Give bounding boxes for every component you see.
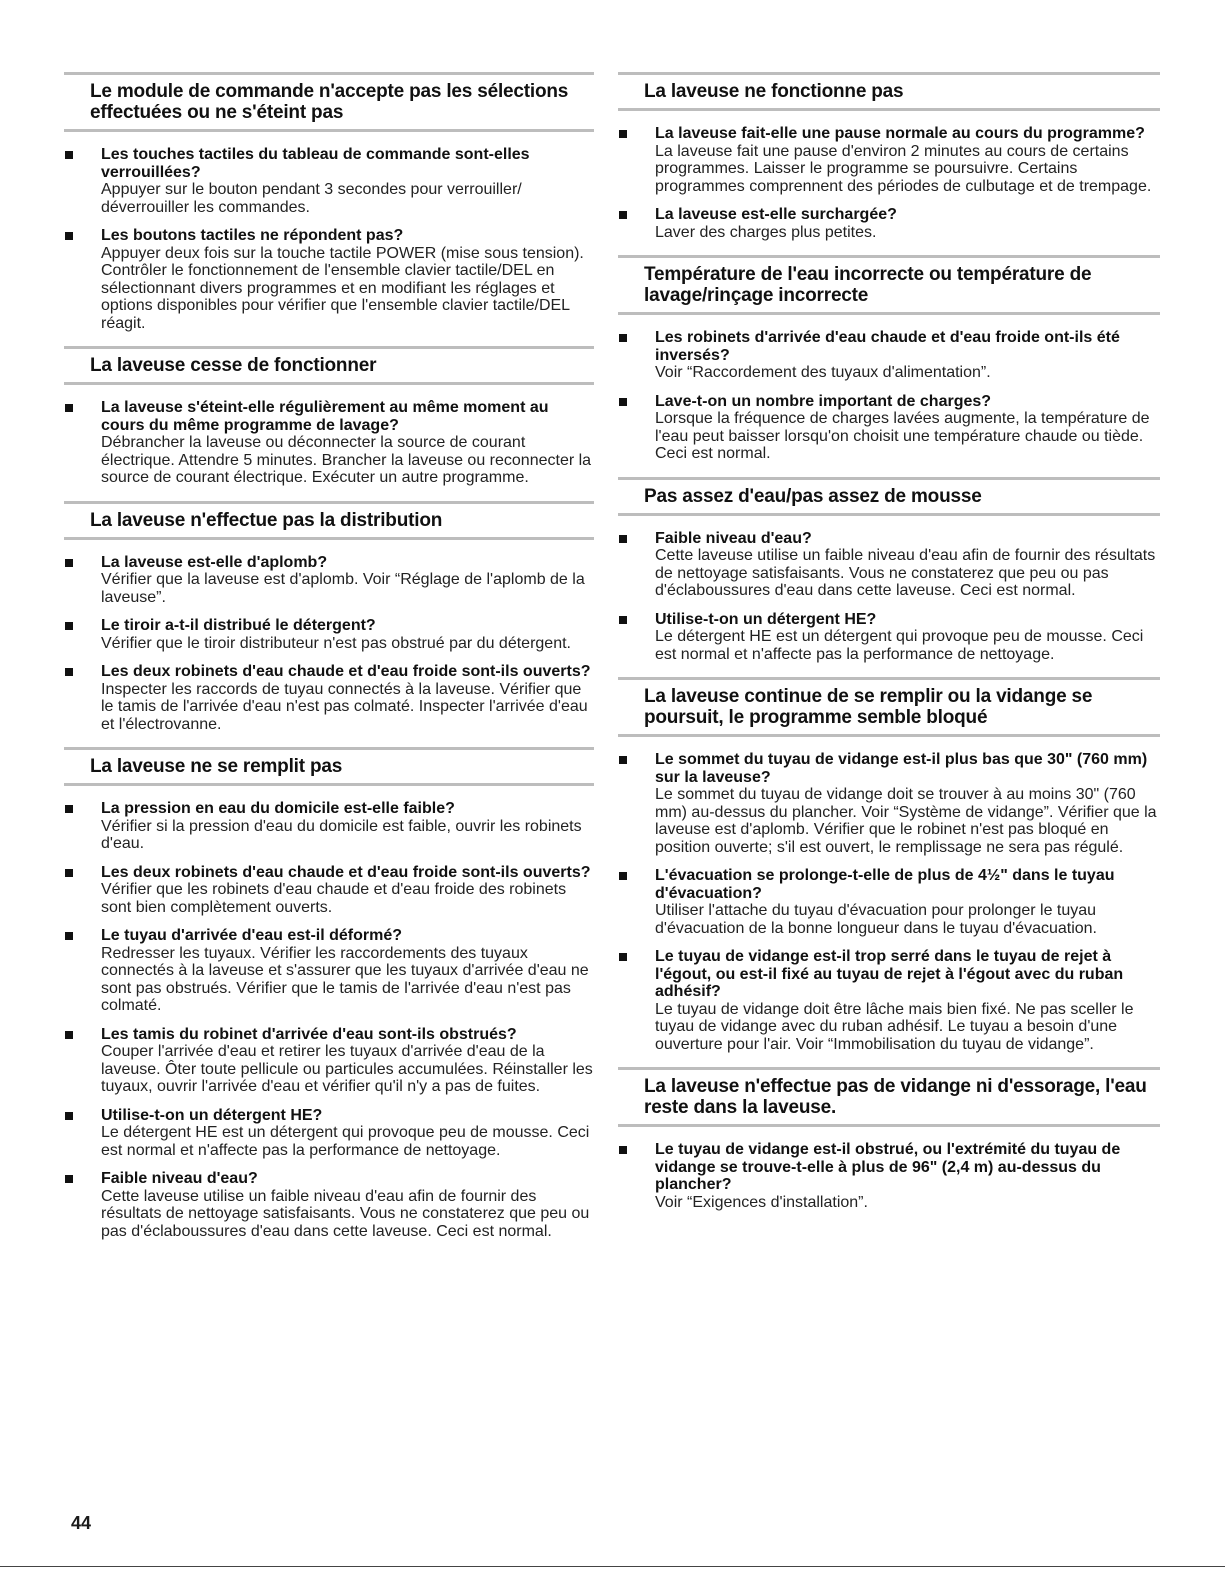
- square-bullet-icon: [619, 211, 627, 219]
- question-text: Le tiroir a-t-il distribué le détergent?: [101, 617, 376, 634]
- answer-text: Voir “Raccordement des tuyaux d'alimentation”.: [655, 364, 991, 381]
- square-bullet-icon: [619, 953, 627, 961]
- section-title: La laveuse ne se remplit pas: [64, 747, 594, 786]
- list-item: [618, 867, 1160, 937]
- section-title: La laveuse n'effectue pas la distribution: [64, 501, 594, 540]
- question-text: Les deux robinets d'eau chaude et d'eau froide sont-ils ouverts?: [101, 863, 591, 881]
- section-title: La laveuse ne fonctionne pas: [618, 72, 1160, 111]
- square-bullet-icon: [65, 805, 73, 813]
- item-list: [64, 399, 594, 487]
- question-text: L'évacuation se prolonge-t-elle de plus de 4½" dans le tuyau d'évacuation?: [655, 867, 1115, 902]
- square-bullet-icon: [619, 398, 627, 406]
- list-item: [64, 663, 594, 733]
- square-bullet-icon: [65, 1031, 73, 1039]
- left-column: [64, 72, 594, 1254]
- list-item: [618, 530, 1160, 600]
- question-text: Le tuyau d'arrivée d'eau est-il déformé?: [101, 927, 403, 944]
- answer-text: Cette laveuse utilise un faible niveau d'eau afin de fournir des résultats de nettoyage satisfaisants. Vous ne constaterez que peu ou pas d'éclaboussures d'eau dans cette laveuse. Ceci est normal.: [101, 1187, 590, 1240]
- list-item: [64, 554, 594, 607]
- square-bullet-icon: [65, 932, 73, 940]
- item-list: [618, 530, 1160, 664]
- item-list: [64, 800, 594, 1240]
- list-item: [64, 146, 594, 216]
- section-title: La laveuse continue de se remplir ou la vidange se poursuit, le programme semble bloqué: [618, 677, 1160, 737]
- question-text: La laveuse est-elle surchargée?: [655, 206, 897, 223]
- item-list: [64, 554, 594, 734]
- square-bullet-icon: [65, 869, 73, 877]
- answer-text: Utiliser l'attache du tuyau d'évacuation pour prolonger le tuyau d'évacuation de la bonne longueur dans le tuyau d'évacuation.: [655, 902, 1097, 937]
- question-text: Utilise-t-on un détergent HE?: [101, 1106, 323, 1124]
- page-number: 44: [71, 1513, 92, 1533]
- answer-text: Voir “Exigences d'installation”.: [655, 1193, 868, 1211]
- answer-text: Le détergent HE est un détergent qui provoque peu de mousse. Ceci est normal et n'affecte pas la performance de nettoyage.: [655, 628, 1144, 663]
- list-item: [64, 1026, 594, 1096]
- question-text: Les touches tactiles du tableau de commande sont-elles verrouillées?: [101, 146, 530, 181]
- question-text: La laveuse est-elle d'aplomb?: [101, 553, 328, 571]
- troubleshooting-section: [64, 501, 594, 734]
- answer-text: Lorsque la fréquence de charges lavées augmente, la température de l'eau peut baisser lorsqu'on choisit une température chaude ou tiède. Ceci est normal.: [655, 410, 1150, 462]
- square-bullet-icon: [65, 622, 73, 630]
- answer-text: Le détergent HE est un détergent qui provoque peu de mousse. Ceci est normal et n'affecte pas la performance de nettoyage.: [101, 1124, 590, 1159]
- list-item: [618, 206, 1160, 241]
- square-bullet-icon: [619, 334, 627, 342]
- answer-text: Laver des charges plus petites.: [655, 223, 877, 241]
- square-bullet-icon: [65, 404, 73, 412]
- answer-text: Couper l'arrivée d'eau et retirer les tuyaux d'arrivée d'eau de la laveuse. Ôter toute pellicule ou particules accumulées. Réinstaller les tuyaux, ouvrir l'arrivée d'eau et vérifier qu'il n'y a pas de fuites.: [101, 1043, 593, 1095]
- square-bullet-icon: [65, 1112, 73, 1120]
- list-item: [64, 800, 594, 853]
- troubleshooting-section: [618, 255, 1160, 463]
- answer-text: La laveuse fait une pause d'environ 2 minutes au cours de certains programmes. Laisser le programme se poursuivre. Certains programmes comprennent des périodes de culbutage et de trempage.: [655, 142, 1152, 195]
- question-text: La laveuse s'éteint-elle régulièrement au même moment au cours du même programme de lavage?: [101, 399, 549, 434]
- item-list: [618, 1141, 1160, 1211]
- item-list: [618, 329, 1160, 463]
- square-bullet-icon: [65, 1175, 73, 1183]
- section-title: Pas assez d'eau/pas assez de mousse: [618, 477, 1160, 516]
- troubleshooting-section: [64, 346, 594, 487]
- square-bullet-icon: [619, 535, 627, 543]
- question-text: La pression en eau du domicile est-elle faible?: [101, 800, 455, 817]
- list-item: [64, 927, 594, 1015]
- list-item: [64, 227, 594, 332]
- square-bullet-icon: [65, 151, 73, 159]
- list-item: [618, 329, 1160, 382]
- answer-text: Vérifier que la laveuse est d'aplomb. Voir “Réglage de l'aplomb de la laveuse”.: [101, 571, 585, 606]
- square-bullet-icon: [619, 616, 627, 624]
- list-item: [618, 751, 1160, 856]
- troubleshooting-section: [618, 677, 1160, 1053]
- question-text: Le tuyau de vidange est-il trop serré dans le tuyau de rejet à l'égout, ou est-il fixé au tuyau de rejet à l'égout avec du ruban adhésif?: [655, 948, 1124, 1000]
- question-text: Faible niveau d'eau?: [655, 529, 812, 547]
- troubleshooting-section: [618, 477, 1160, 664]
- question-text: Lave-t-on un nombre important de charges?: [655, 392, 992, 410]
- list-item: [618, 948, 1160, 1053]
- item-list: [64, 146, 594, 332]
- question-text: Le tuyau de vidange est-il obstrué, ou l'extrémité du tuyau de vidange se trouve-t-elle à plus de 96" (2,4 m) au-dessus du plancher?: [655, 1141, 1121, 1193]
- troubleshooting-section: [64, 72, 594, 332]
- answer-text: Le sommet du tuyau de vidange doit se trouver à au moins 30" (760 mm) au-dessus du plancher. Voir “Système de vidange”. Vérifier que la laveuse est d'aplomb. Vérifier que le robinet n'est pas bloqué en position ouverte; s'il est ouvert, le remplissage ne sera pas régulé.: [655, 786, 1157, 856]
- list-item: [64, 1170, 594, 1240]
- list-item: [64, 617, 594, 652]
- answer-text: Appuyer sur le bouton pendant 3 secondes pour verrouiller/ déverrouiller les commandes.: [101, 181, 522, 216]
- square-bullet-icon: [65, 232, 73, 240]
- answer-text: Redresser les tuyaux. Vérifier les raccordements des tuyaux connectés à la laveuse et s'assurer que les tuyaux d'arrivée d'eau ne sont pas obstrués. Vérifier que le tamis de l'arrivée d'eau n'est pas colmaté.: [101, 944, 589, 1014]
- answer-text: Vérifier que les robinets d'eau chaude et d'eau froide des robinets sont bien complètement ouverts.: [101, 881, 567, 916]
- list-item: [64, 864, 594, 917]
- list-item: [618, 393, 1160, 463]
- answer-text: Le tuyau de vidange doit être lâche mais bien fixé. Ne pas sceller le tuyau de vidange avec du ruban adhésif. Le tuyau a besoin d'une ouverture pour l'air. Voir “Immobilisation du tuyau de vidange”.: [655, 1000, 1134, 1053]
- troubleshooting-section: [64, 747, 594, 1240]
- answer-text: Débrancher la laveuse ou déconnecter la source de courant électrique. Attendre 5 minutes. Brancher la laveuse ou reconnecter la source de courant électrique. Exécuter un autre programme.: [101, 434, 592, 486]
- square-bullet-icon: [619, 872, 627, 880]
- answer-text: Inspecter les raccords de tuyau connectés à la laveuse. Vérifier que le tamis de l'arrivée d'eau n'est pas colmaté. Inspecter l'arrivée d'eau et l'électrovanne.: [101, 680, 588, 733]
- question-text: Le sommet du tuyau de vidange est-il plus bas que 30" (760 mm) sur la laveuse?: [655, 751, 1148, 786]
- answer-text: Appuyer deux fois sur la touche tactile POWER (mise sous tension). Contrôler le fonctionnement de l'ensemble clavier tactile/DEL en sélectionnant divers programmes et en modifiant les réglages et options disponibles pour vérifier que l'ensemble clavier tactile/DEL réagit.: [101, 244, 584, 332]
- troubleshooting-section: [618, 1067, 1160, 1211]
- list-item: [64, 1107, 594, 1160]
- question-text: Les robinets d'arrivée d'eau chaude et d'eau froide ont-ils été inversés?: [655, 329, 1120, 364]
- answer-text: Vérifier que le tiroir distributeur n'est pas obstrué par du détergent.: [101, 634, 571, 652]
- right-column: [618, 72, 1160, 1225]
- item-list: [618, 751, 1160, 1053]
- question-text: La laveuse fait-elle une pause normale au cours du programme?: [655, 125, 1145, 142]
- section-title: Le module de commande n'accepte pas les sélections effectuées ou ne s'éteint pas: [64, 72, 594, 132]
- list-item: [618, 611, 1160, 664]
- troubleshooting-section: [618, 72, 1160, 241]
- square-bullet-icon: [619, 1146, 627, 1154]
- section-title: Température de l'eau incorrecte ou température de lavage/rinçage incorrecte: [618, 255, 1160, 315]
- list-item: [618, 125, 1160, 195]
- bottom-rule: [0, 1566, 1225, 1567]
- question-text: Les deux robinets d'eau chaude et d'eau froide sont-ils ouverts?: [101, 663, 591, 680]
- list-item: [64, 399, 594, 487]
- answer-text: Cette laveuse utilise un faible niveau d'eau afin de fournir des résultats de nettoyage satisfaisants. Vous ne constaterez que peu ou pas d'éclaboussures d'eau dans cette laveuse. Ceci est normal.: [655, 547, 1156, 599]
- square-bullet-icon: [65, 559, 73, 567]
- section-title: La laveuse n'effectue pas de vidange ni d'essorage, l'eau reste dans la laveuse.: [618, 1067, 1160, 1127]
- square-bullet-icon: [619, 130, 627, 138]
- question-text: Utilise-t-on un détergent HE?: [655, 610, 877, 628]
- question-text: Faible niveau d'eau?: [101, 1170, 258, 1187]
- square-bullet-icon: [619, 756, 627, 764]
- question-text: Les tamis du robinet d'arrivée d'eau sont-ils obstrués?: [101, 1025, 517, 1043]
- item-list: [618, 125, 1160, 241]
- section-title: La laveuse cesse de fonctionner: [64, 346, 594, 385]
- square-bullet-icon: [65, 668, 73, 676]
- question-text: Les boutons tactiles ne répondent pas?: [101, 227, 404, 244]
- list-item: [618, 1141, 1160, 1211]
- answer-text: Vérifier si la pression d'eau du domicile est faible, ouvrir les robinets d'eau.: [101, 817, 582, 852]
